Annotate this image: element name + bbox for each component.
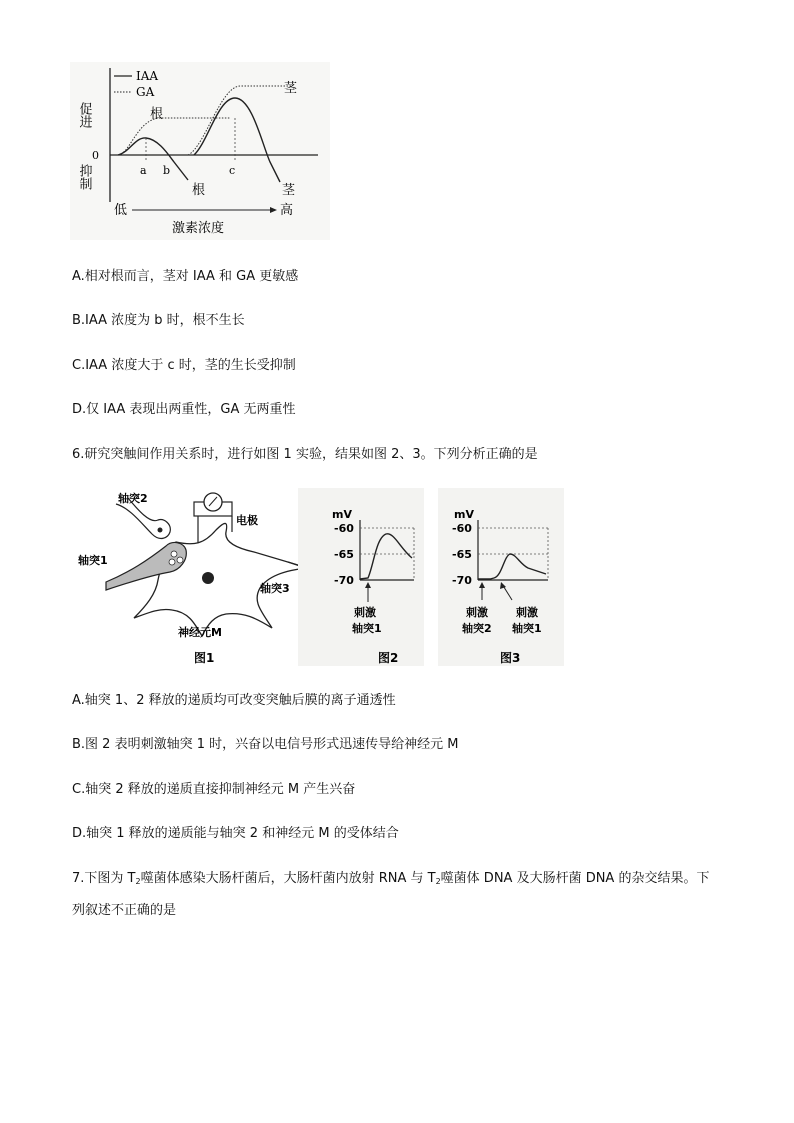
- fig2-caption: 图2: [378, 651, 399, 665]
- fig2-unit: mV: [332, 508, 352, 521]
- fig2-tick-60: -60: [334, 522, 354, 535]
- fig3-caption: 图3: [500, 651, 521, 665]
- fig2-tick-70: -70: [334, 574, 354, 587]
- fig1-axon3-label: 轴突3: [260, 582, 290, 595]
- fig2-stim-line1: 刺激: [354, 606, 376, 619]
- fig3-stim1-line1: 刺激: [516, 606, 538, 619]
- fig3-stim1-line2: 轴突1: [512, 622, 542, 635]
- label-stem-bottom: 茎: [282, 183, 296, 198]
- fig3-tick-65: -65: [452, 548, 472, 561]
- figure-1-neuron: [78, 491, 312, 665]
- q6-option-a: A.轴突 1、2 释放的递质均可改变突触后膜的离子通透性: [72, 693, 396, 708]
- label-stem-top: 茎: [284, 81, 298, 96]
- q7-text-b: 噬菌体感染大肠杆菌后，大肠杆菌内放射 RNA 与 T: [140, 871, 436, 886]
- fig2-tick-65: -65: [334, 548, 354, 561]
- legend-ga: GA: [136, 85, 155, 99]
- fig1-neuron-label: 神经元M: [178, 626, 222, 639]
- low-label: 低: [114, 203, 128, 218]
- synapse-figure-set: [76, 484, 564, 670]
- q5-option-d: D.仅 IAA 表现出两重性，GA 无两重性: [72, 402, 296, 417]
- mark-a: a: [140, 164, 147, 177]
- high-label: 高: [280, 203, 294, 218]
- y-label-promote: 促进: [76, 102, 92, 128]
- q6-option-b: B.图 2 表明刺激轴突 1 时，兴奋以电信号形式迅速传导给神经元 M: [72, 737, 459, 752]
- q7-text-c: 噬菌体 DNA 及大肠杆菌 DNA 的杂交结果。下: [440, 871, 710, 886]
- hormone-curve-figure: [70, 62, 330, 240]
- q7-sub-2: 2: [435, 877, 441, 886]
- fig1-axon1-label: 轴突1: [78, 554, 108, 567]
- mark-c: c: [229, 164, 236, 177]
- mark-b: b: [163, 164, 171, 177]
- q6-option-c: C.轴突 2 释放的递质直接抑制神经元 M 产生兴奋: [72, 782, 356, 797]
- zero-label: 0: [92, 149, 99, 162]
- q5-option-b: B.IAA 浓度为 b 时，根不生长: [72, 313, 245, 328]
- q5-option-c: C.IAA 浓度大于 c 时，茎的生长受抑制: [72, 358, 296, 373]
- q7-sub-1: 2: [135, 877, 141, 886]
- fig1-caption: 图1: [194, 651, 215, 665]
- fig3-stim2-line1: 刺激: [466, 606, 488, 619]
- legend-iaa: IAA: [136, 69, 159, 83]
- fig3-unit: mV: [454, 508, 474, 521]
- q7-stem-line2: 列叙述不正确的是: [72, 903, 177, 918]
- fig2-stim-line2: 轴突1: [352, 622, 382, 635]
- q6-stem: 6.研究突触间作用关系时，进行如图 1 实验，结果如图 2、3。下列分析正确的是: [72, 447, 538, 462]
- fig3-tick-60: -60: [452, 522, 472, 535]
- fig3-stim2-line2: 轴突2: [462, 622, 492, 635]
- label-root-top: 根: [150, 107, 164, 122]
- q6-option-d: D.轴突 1 释放的递质能与轴突 2 和神经元 M 的受体结合: [72, 826, 399, 841]
- label-root-bottom: 根: [192, 183, 206, 198]
- q5-option-a: A.相对根而言，茎对 IAA 和 GA 更敏感: [72, 269, 299, 284]
- figure-3-graph: [438, 488, 564, 666]
- fig3-tick-70: -70: [452, 574, 472, 587]
- figure-2-graph: [298, 488, 424, 666]
- fig1-electrode-label: 电极: [236, 514, 258, 527]
- x-axis-title: 激素浓度: [172, 221, 225, 236]
- y-label-inhibit: 抑制: [76, 164, 92, 190]
- q7-text-a: 7.下图为 T: [72, 871, 136, 886]
- q7-stem-line1: [72, 866, 709, 895]
- fig1-axon2-label: 轴突2: [118, 492, 148, 505]
